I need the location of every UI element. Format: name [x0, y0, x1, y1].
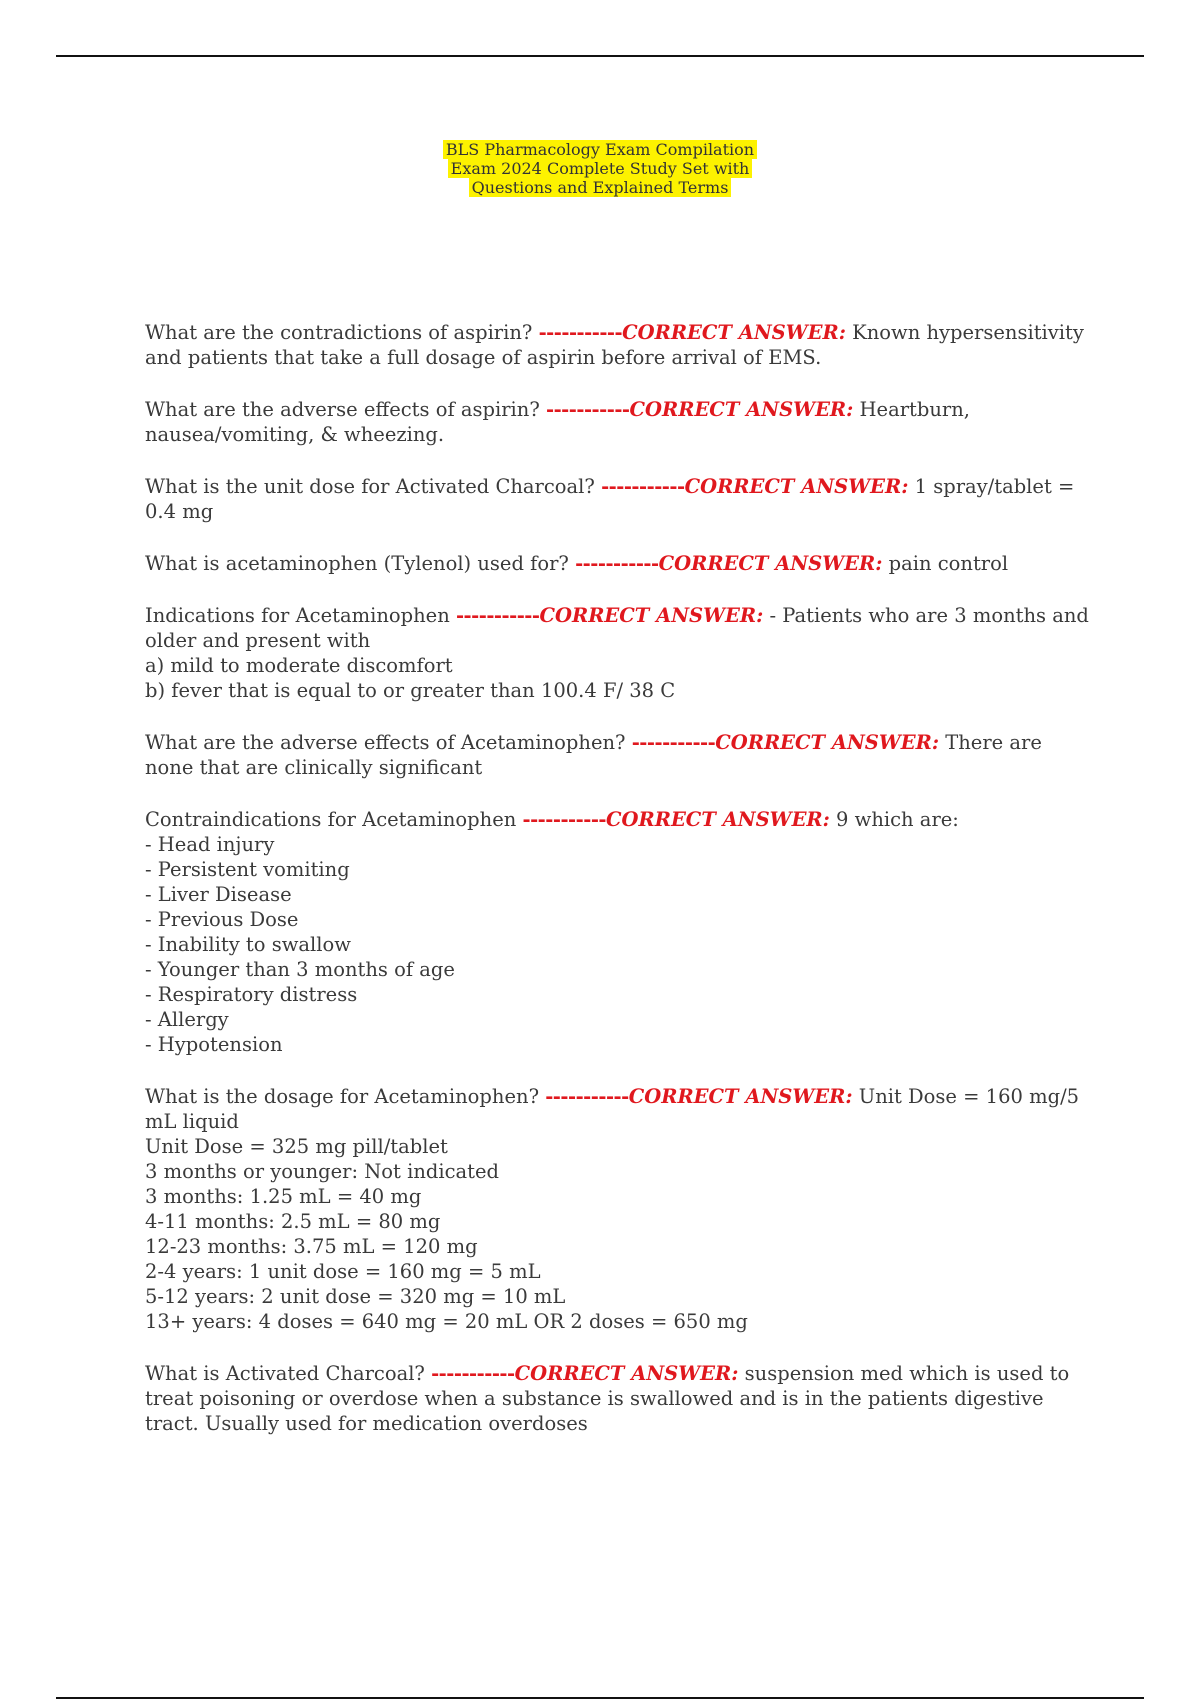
answer-detail-line: 12-23 months: 3.75 mL = 120 mg	[145, 1235, 478, 1258]
answer-detail-line: a) mild to moderate discomfort	[145, 654, 453, 677]
answer-text: Unit Dose = 160 mg/5 mL liquid	[145, 1085, 1080, 1133]
correct-answer-label: CORRECT ANSWER:	[658, 552, 883, 575]
answer-text: There are none that are clinically significant	[145, 731, 1042, 779]
top-divider	[56, 55, 1144, 57]
answer-text: 1 spray/tablet = 0.4 mg	[145, 475, 1075, 523]
answer-detail-line: b) fever that is equal to or greater than 100.4 F/ 38 C	[145, 679, 676, 702]
qa-item	[145, 1084, 1095, 1334]
answer-text: 9 which are:	[829, 808, 959, 831]
correct-answer-label: CORRECT ANSWER:	[539, 604, 764, 627]
qa-item	[145, 1361, 1095, 1436]
correct-answer-label: CORRECT ANSWER:	[629, 398, 854, 421]
answer-detail-line: 4-11 months: 2.5 mL = 80 mg	[145, 1210, 441, 1233]
correct-answer-label: CORRECT ANSWER:	[684, 475, 909, 498]
question-text: What are the contradictions of aspirin?	[145, 321, 539, 344]
qa-item	[145, 730, 1095, 780]
qa-item	[145, 551, 1095, 576]
question-text: What is acetaminophen (Tylenol) used for?	[145, 552, 576, 575]
answer-detail-line: 2-4 years: 1 unit dose = 160 mg = 5 mL	[145, 1260, 541, 1283]
answer-separator: -----------	[538, 321, 623, 344]
question-text: What is the dosage for Acetaminophen?	[145, 1085, 546, 1108]
answer-detail-line: 3 months or younger: Not indicated	[145, 1160, 499, 1183]
qa-item	[145, 474, 1095, 524]
answer-text: suspension med which is used to treat poisoning or overdose when a substance is swallowed and is in the patients digestive tract. Usually used for medication overdoses	[145, 1362, 1070, 1435]
answer-separator: -----------	[431, 1362, 515, 1385]
answer-detail-line: 3 months: 1.25 mL = 40 mg	[145, 1185, 422, 1208]
answer-detail-line: 5-12 years: 2 unit dose = 320 mg = 10 mL	[145, 1285, 566, 1308]
question-text: What is Activated Charcoal?	[145, 1362, 432, 1385]
title-line-1: BLS Pharmacology Exam Compilation	[443, 140, 757, 159]
correct-answer-label: CORRECT ANSWER:	[715, 731, 940, 754]
question-text: Indications for Acetaminophen	[145, 604, 456, 627]
answer-separator: -----------	[546, 398, 630, 421]
correct-answer-label: CORRECT ANSWER:	[622, 321, 846, 344]
answer-text: Heartburn, nausea/vomiting, & wheezing.	[145, 398, 970, 446]
answer-detail-line: - Respiratory distress	[145, 983, 358, 1006]
answer-detail-line: - Allergy	[145, 1008, 229, 1031]
answer-detail-line: - Persistent vomiting	[145, 858, 350, 881]
answer-separator: -----------	[545, 1085, 629, 1108]
question-text: What are the adverse effects of aspirin?	[145, 398, 546, 421]
question-answer-list	[145, 320, 1095, 1463]
answer-separator: -----------	[522, 808, 607, 831]
answer-detail-line: - Previous Dose	[145, 908, 299, 931]
answer-text: pain control	[882, 552, 1009, 575]
answer-detail-line: - Inability to swallow	[145, 933, 351, 956]
answer-detail-line: 13+ years: 4 doses = 640 mg = 20 mL OR 2 doses = 650 mg	[145, 1310, 748, 1333]
answer-text: - Patients who are 3 months and older and present with	[145, 604, 1089, 652]
qa-item	[145, 807, 1095, 1057]
answer-separator: -----------	[575, 552, 659, 575]
answer-detail-line: - Younger than 3 months of age	[145, 958, 455, 981]
title-line-2: Exam 2024 Complete Study Set with	[448, 159, 753, 178]
correct-answer-label: CORRECT ANSWER:	[606, 808, 830, 831]
answer-detail-line: - Liver Disease	[145, 883, 292, 906]
answer-detail-line: - Hypotension	[145, 1033, 283, 1056]
answer-separator: -----------	[631, 731, 716, 754]
answer-separator: -----------	[455, 604, 540, 627]
title-line-3: Questions and Explained Terms	[469, 178, 732, 197]
answer-detail-line: Unit Dose = 325 mg pill/tablet	[145, 1135, 448, 1158]
answer-separator: -----------	[601, 475, 685, 498]
document-title	[0, 140, 1200, 197]
qa-item	[145, 397, 1095, 447]
bottom-divider	[56, 1697, 1144, 1699]
correct-answer-label: CORRECT ANSWER:	[628, 1085, 853, 1108]
question-text: What are the adverse effects of Acetaminophen?	[145, 731, 632, 754]
answer-detail-line: - Head injury	[145, 833, 275, 856]
correct-answer-label: CORRECT ANSWER:	[514, 1362, 739, 1385]
question-text: Contraindications for Acetaminophen	[145, 808, 523, 831]
answer-text: Known hypersensitivity and patients that take a full dosage of aspirin before arrival of EMS.	[145, 321, 1084, 369]
question-text: What is the unit dose for Activated Charcoal?	[145, 475, 602, 498]
qa-item	[145, 603, 1095, 703]
qa-item	[145, 320, 1095, 370]
